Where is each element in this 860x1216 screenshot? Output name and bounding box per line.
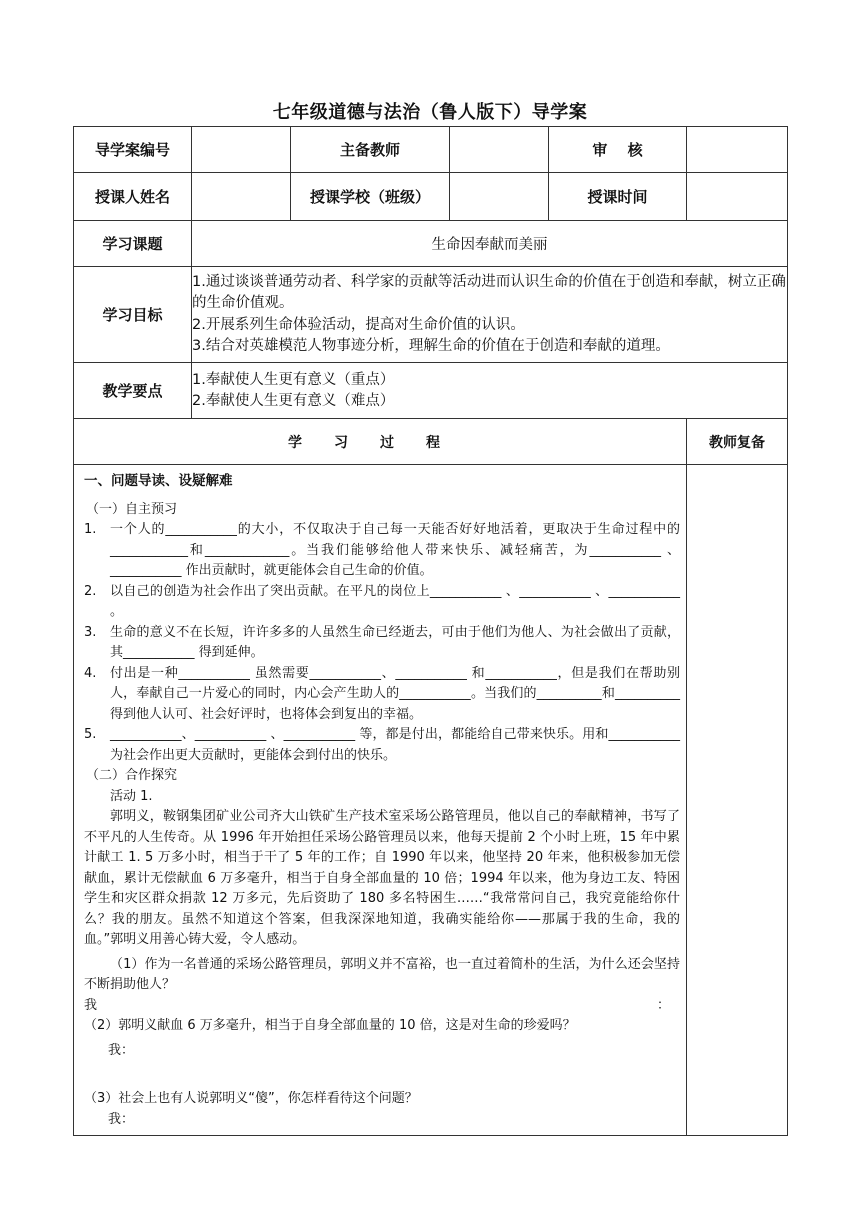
- field-case-number[interactable]: [192, 127, 291, 173]
- subsection-cooperative: （二）合作探究: [86, 768, 178, 783]
- question-item: 2. 以自己的创造为社会作出了突出贡献。在平凡的岗位上___________ 、___________ 、___________ 。: [84, 583, 680, 619]
- activity-label: 活动 1.: [110, 788, 153, 804]
- label-topic: 学习课题: [74, 221, 192, 267]
- guide-table: [73, 126, 788, 1136]
- question-item: 4. 付出是一种___________ 虽然需要___________、___________ 和___________，但是我们在帮助别人，奉献自己一片爱心的同时，内心会产生助人的___________。当我们的__________和__________得到他人认可、社会好评时，也将体会到复出的幸福。: [84, 665, 680, 722]
- row-topic: [74, 221, 788, 267]
- answer-1[interactable]: 我 ：: [84, 997, 670, 1013]
- label-case-number: 导学案编号: [74, 127, 192, 173]
- label-school-class: 授课学校（班级）: [291, 173, 450, 221]
- field-lead-teacher[interactable]: [450, 127, 549, 173]
- keypoint-item: 1.奉献使人生更有意义（重点）: [192, 371, 395, 388]
- goal-item: 2.开展系列生命体验活动，提高对生命价值的认识。: [192, 316, 525, 333]
- answer-3[interactable]: 我：: [108, 1111, 135, 1127]
- field-class-time[interactable]: [687, 173, 788, 221]
- label-lead-teacher: 主备教师: [291, 127, 450, 173]
- answer-2[interactable]: 我：: [108, 1042, 135, 1058]
- prompt-2: （2）郭明义献血 6 万多毫升，相当于自身全部血量的 10 倍，这是对生命的珍爱吗？: [84, 1018, 576, 1033]
- goal-item: 1.通过谈谈普通劳动者、科学家的贡献等活动进而认识生命的价值在于创造和奉献，树立正确的生命价值观。: [192, 273, 786, 311]
- row-process-header: [74, 419, 788, 465]
- question-item: 1. 一个人的___________的大小，不仅取决于自己每一天能否好好地活着，更取决于生命过程中的____________和_____________。当我们能够给他人带来快乐、减轻痛苦，为___________ 、___________ 作出贡献时，就更能体会自己生命的价值。: [84, 522, 680, 578]
- goals-list: [192, 267, 788, 363]
- story-paragraph: 郭明义，鞍钢集团矿业公司齐大山铁矿生产技术室采场公路管理员，他以自己的奉献精神，书写了不平凡的人生传奇。从 1996 年开始担任采场公路管理员以来，他每天提前 2 个小时上班，15 年中累计献工 1. 5 万多小时，相当于干了 5 年的工作；自 1990 年以来，他坚持 20 年来，他积极参加无偿献血，累计无偿献血 6 万多毫升，相当于自身全部血量的 10 倍；1994 年以来，他为身边工友、特困学生和灾区群众捐款 12 万多元，先后资助了 180 多名特困生……“我常常问自己，我究竟能给你什么？我的朋友。虽然不知道这个答案，但我深深地知道，我确实能给你——那属于我的生命，我的血。”郭明义用善心铸大爱，令人感动。: [84, 809, 680, 947]
- process-header: 学习过程: [74, 419, 687, 465]
- field-school-class[interactable]: [450, 173, 549, 221]
- process-content: [74, 465, 687, 1136]
- keypoints-list: [192, 363, 788, 419]
- teacher-prep-header: 教师复备: [687, 419, 788, 465]
- topic-value: 生命因奉献而美丽: [192, 221, 788, 267]
- question-item: 5. ___________、___________ 、___________ 等，都是付出，都能给自己带来快乐。用和___________ 为社会作出更大贡献时，更能体会到付出的快乐。: [84, 727, 680, 763]
- preview-questions: [84, 520, 680, 766]
- label-class-time: 授课时间: [549, 173, 687, 221]
- field-teacher-name[interactable]: [192, 173, 291, 221]
- label-goals: 学习目标: [74, 267, 192, 363]
- row-process-body: [74, 465, 788, 1136]
- prompt-1: （1）作为一名普通的采场公路管理员，郭明义并不富裕，也一直过着简朴的生活，为什么还会坚持不断捐助他人？: [84, 956, 680, 992]
- teacher-prep-column[interactable]: [687, 465, 788, 1136]
- label-keypoints: 教学要点: [74, 363, 192, 419]
- keypoint-item: 2.奉献使人生更有意义（难点）: [192, 392, 395, 409]
- section-title: 一、问题导读、设疑解难: [84, 473, 233, 489]
- subsection-self-study: （一）自主预习: [86, 501, 178, 517]
- row-keypoints: [74, 363, 788, 419]
- goal-item: 3.结合对英雄模范人物事迹分析，理解生命的价值在于创造和奉献的道理。: [192, 338, 670, 354]
- question-item: 3. 生命的意义不在长短，许许多多的人虽然生命已经逝去，可由于他们为他人、为社会做出了贡献，其___________ 得到延伸。: [84, 624, 680, 660]
- label-teacher-name: 授课人姓名: [74, 173, 192, 221]
- document-title: 七年级道德与法治（鲁人版下）导学案: [272, 102, 588, 123]
- row-case-number: [74, 127, 788, 173]
- label-review: 审 核: [549, 127, 687, 173]
- row-goals: [74, 267, 788, 363]
- prompt-3: （3）社会上也有人说郭明义“傻”，你怎样看待这个问题？: [84, 1091, 418, 1106]
- field-review[interactable]: [687, 127, 788, 173]
- row-teacher-name: [74, 173, 788, 221]
